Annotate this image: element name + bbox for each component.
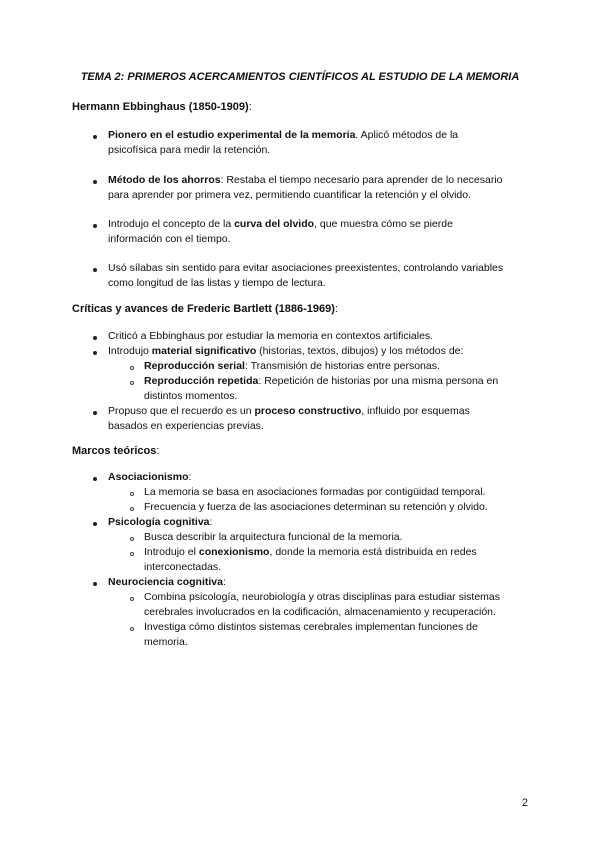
list-item-continuation: como longitud de las listas y tiempo de lectura. xyxy=(108,277,326,289)
list-item: Usó sílabas sin sentido para evitar asociaciones preexistentes, controlando variables xyxy=(108,262,504,274)
bullet-circle xyxy=(130,537,134,541)
sub-list-item: Combina psicología, neurobiología y otras disciplinas para estudiar sistemas xyxy=(144,591,501,603)
list-item: Pionero en el estudio experimental de la memoria. Aplicó métodos de la xyxy=(108,129,459,141)
sub-list-item: Reproducción serial: Transmisión de historias entre personas. xyxy=(144,360,440,372)
list-item: Propuso que el recuerdo es un proceso constructivo, influido por esquemas xyxy=(108,405,470,417)
bullet-disc xyxy=(93,351,97,355)
bullet-disc xyxy=(93,582,97,586)
bullet-disc xyxy=(93,268,97,272)
list-item: Criticó a Ebbinghaus por estudiar la memoria en contextos artificiales. xyxy=(108,330,434,342)
list-item: Neurociencia cognitiva: xyxy=(108,576,226,588)
bullet-disc xyxy=(93,224,97,228)
bullet-disc xyxy=(93,411,97,415)
section-heading-marcos: Marcos teóricos: xyxy=(72,445,160,457)
bullet-circle xyxy=(130,597,134,601)
sub-list-item-continuation: cerebrales involucrados en la codificación, almacenamiento y recuperación. xyxy=(144,606,496,618)
sub-list-item-continuation: interconectadas. xyxy=(144,561,222,573)
bullet-circle xyxy=(130,627,134,631)
list-item-continuation: basados en experiencias previas. xyxy=(108,420,264,432)
list-item: Método de los ahorros: Restaba el tiempo necesario para aprender de lo necesario xyxy=(108,174,503,186)
bullet-disc xyxy=(93,180,97,184)
sub-list-item: Investiga cómo distintos sistemas cerebrales implementan funciones de xyxy=(144,621,478,633)
bullet-disc xyxy=(93,336,97,340)
bullet-circle xyxy=(130,381,134,385)
bullet-disc xyxy=(93,135,97,139)
bullet-disc xyxy=(93,522,97,526)
bullet-circle xyxy=(130,552,134,556)
list-item-continuation: psicofísica para medir la retención. xyxy=(108,144,271,156)
sub-list-item: Frecuencia y fuerza de las asociaciones determinan su retención y olvido. xyxy=(144,501,488,513)
bullet-circle xyxy=(130,366,134,370)
bullet-circle xyxy=(130,507,134,511)
section-heading-ebbinghaus: Hermann Ebbinghaus (1850-1909): xyxy=(72,101,252,113)
sub-list-item-continuation: memoria. xyxy=(144,636,188,648)
list-item-continuation: información con el tiempo. xyxy=(108,233,231,245)
list-item: Psicología cognitiva: xyxy=(108,516,213,528)
sub-list-item: Busca describir la arquitectura funcional de la memoria. xyxy=(144,531,403,543)
bullet-circle xyxy=(130,492,134,496)
list-item-continuation: para aprender por primera vez, permitiendo cuantificar la retención y el olvido. xyxy=(108,189,472,201)
list-item: Introdujo el concepto de la curva del olvido, que muestra cómo se pierde xyxy=(108,218,453,230)
sub-list-item-continuation: distintos momentos. xyxy=(144,390,238,402)
section-heading-bartlett: Críticas y avances de Frederic Bartlett (1886-1969): xyxy=(72,303,338,315)
list-item: Introdujo material significativo (historias, textos, dibujos) y los métodos de: xyxy=(108,345,464,357)
sub-list-item: La memoria se basa en asociaciones formadas por contigüidad temporal. xyxy=(144,486,486,498)
sub-list-item: Reproducción repetida: Repetición de historias por una misma persona en xyxy=(144,375,499,387)
bullet-disc xyxy=(93,477,97,481)
page-number: 2 xyxy=(521,797,528,809)
list-item: Asociacionismo: xyxy=(108,471,192,483)
sub-list-item: Introdujo el conexionismo, donde la memoria está distribuida en redes xyxy=(144,546,477,558)
document-title: TEMA 2: PRIMEROS ACERCAMIENTOS CIENTÍFICOS AL ESTUDIO DE LA MEMORIA xyxy=(80,71,520,83)
